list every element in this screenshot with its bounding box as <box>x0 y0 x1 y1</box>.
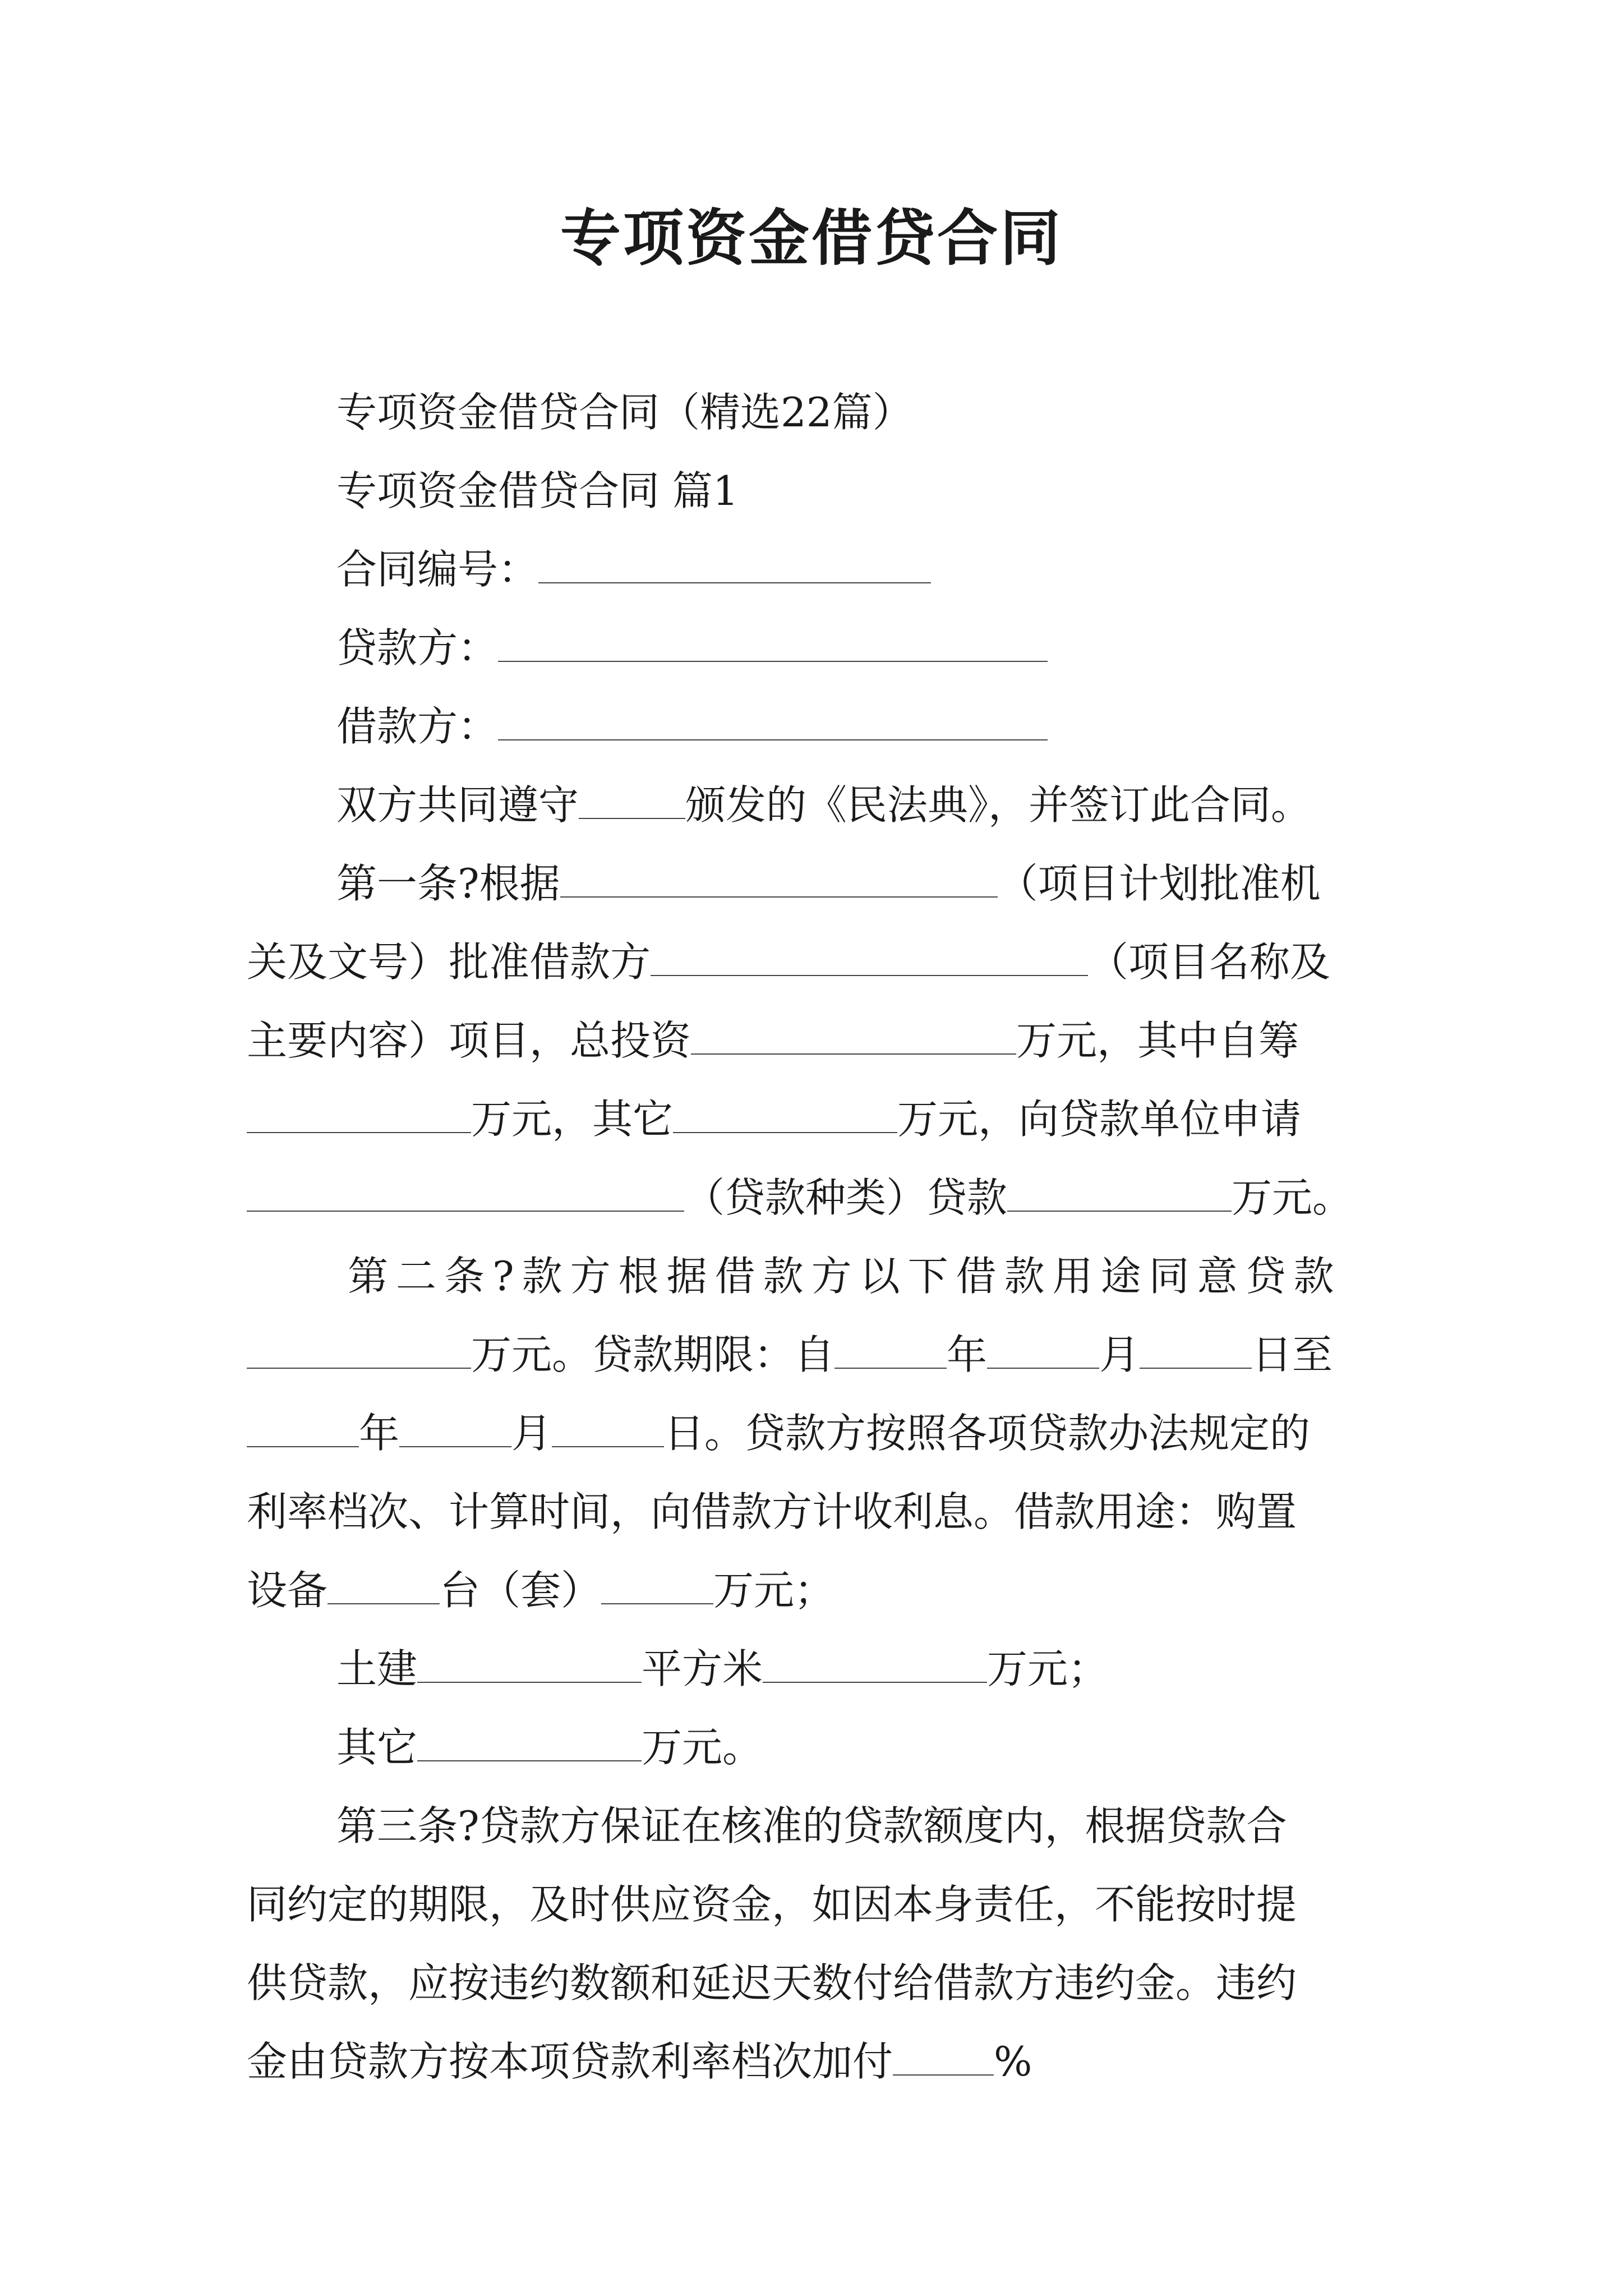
text-line <box>336 853 1321 914</box>
line-text: 设备 <box>247 1567 328 1614</box>
line-text: 借款方： <box>336 703 499 750</box>
fill-in-blank[interactable] <box>538 549 931 583</box>
text-line <box>336 696 1048 757</box>
line-text: 金由贷款方按本项贷款利率档次加付 <box>247 2038 893 2085</box>
text-line <box>247 1559 834 1621</box>
line-text: 合同编号： <box>336 546 539 593</box>
line-text: 第三条?贷款方保证在核准的贷款额度内，根据贷款合 <box>336 1802 1287 1849</box>
fill-in-blank[interactable] <box>763 1648 987 1683</box>
line-text: 月 <box>1099 1331 1140 1378</box>
fill-in-blank[interactable] <box>1007 1177 1232 1212</box>
line-text: （项目计划批准机 <box>997 860 1321 907</box>
line-text: 利率档次、计算时间，向借款方计收利息。借款用途：购置 <box>247 1488 1297 1535</box>
line-text: 第二条?款方根据借款方以下借款用途同意贷款 <box>348 1253 1342 1300</box>
text-line <box>336 460 739 522</box>
line-text: % <box>994 2038 1032 2085</box>
text-line <box>336 381 913 443</box>
fill-in-blank[interactable] <box>691 1020 1016 1055</box>
fill-in-blank[interactable] <box>498 627 1048 662</box>
line-text: 主要内容）项目，总投资 <box>247 1017 691 1064</box>
line-text: 颁发的《民法典》，并签订此合同。 <box>685 781 1312 829</box>
fill-in-blank[interactable] <box>399 1412 511 1447</box>
line-text: 万元。贷款期限：自 <box>471 1331 835 1378</box>
fill-in-blank[interactable] <box>1140 1334 1252 1369</box>
fill-in-blank[interactable] <box>893 2041 994 2076</box>
line-text: 日。贷款方按照各项贷款办法规定的 <box>664 1410 1311 1457</box>
fill-in-blank[interactable] <box>247 1177 684 1212</box>
line-text: 万元，向贷款单位申请 <box>897 1096 1302 1143</box>
line-text: 日至 <box>1252 1331 1333 1378</box>
text-line <box>336 774 1311 836</box>
text-line <box>336 1795 1287 1857</box>
text-line <box>247 2031 1032 2092</box>
fill-in-blank[interactable] <box>579 784 685 819</box>
line-text: 平方米 <box>642 1645 763 1692</box>
line-text: 台（套） <box>440 1567 602 1614</box>
fill-in-blank[interactable] <box>987 1334 1099 1369</box>
fill-in-blank[interactable] <box>417 1648 642 1683</box>
line-text: 关及文号）批准借款方 <box>247 938 651 986</box>
text-line <box>247 1481 1297 1543</box>
line-text: 贷款方： <box>336 624 499 671</box>
fill-in-blank[interactable] <box>498 706 1048 740</box>
fill-in-blank[interactable] <box>601 1570 713 1604</box>
line-text: 专项资金借贷合同（精选22篇） <box>336 389 913 436</box>
fill-in-blank[interactable] <box>417 1727 642 1761</box>
line-text: 万元。 <box>642 1724 763 1771</box>
line-text: 第一条?根据 <box>336 860 560 907</box>
text-line <box>247 1088 1301 1150</box>
text-line <box>336 1638 1108 1700</box>
line-text: 专项资金借贷合同 篇1 <box>336 467 739 514</box>
fill-in-blank[interactable] <box>247 1412 359 1447</box>
text-line <box>348 1245 1380 1307</box>
line-text: （贷款种类）贷款 <box>684 1174 1008 1221</box>
document-title: 专项资金借贷合同 <box>560 203 1063 274</box>
line-text: 月 <box>511 1410 552 1457</box>
text-line <box>336 1717 763 1778</box>
line-text: 供贷款，应按违约数额和延迟天数付给借款方违约金。违约 <box>247 1959 1297 2007</box>
line-text: 万元，其它 <box>471 1096 674 1143</box>
line-text: 年 <box>947 1331 988 1378</box>
line-text: 同约定的期限，及时供应资金，如因本身责任，不能按时提 <box>247 1881 1297 1928</box>
text-line <box>247 931 1330 993</box>
line-text: （项目名称及 <box>1088 938 1331 986</box>
line-text: 其它 <box>336 1724 418 1771</box>
line-text: 土建 <box>336 1645 418 1692</box>
line-text: 双方共同遵守 <box>336 781 579 829</box>
text-line <box>247 1167 1353 1228</box>
fill-in-blank[interactable] <box>247 1334 471 1369</box>
line-text: 万元，其中自筹 <box>1016 1017 1299 1064</box>
fill-in-blank[interactable] <box>673 1098 897 1133</box>
line-text: 年 <box>359 1410 400 1457</box>
line-text: 万元； <box>987 1645 1109 1692</box>
line-text: 万元； <box>713 1567 835 1614</box>
text-line <box>247 1874 1297 1935</box>
fill-in-blank[interactable] <box>247 1098 471 1133</box>
text-line <box>247 1402 1310 1464</box>
text-line <box>247 1324 1332 1386</box>
fill-in-blank[interactable] <box>560 863 998 898</box>
text-line <box>247 1952 1297 2014</box>
text-line <box>336 539 931 600</box>
fill-in-blank[interactable] <box>552 1412 664 1447</box>
text-line <box>336 617 1048 679</box>
fill-in-blank[interactable] <box>651 941 1088 976</box>
line-text: 万元。 <box>1232 1174 1353 1221</box>
text-line <box>247 1010 1299 1071</box>
fill-in-blank[interactable] <box>834 1334 947 1369</box>
fill-in-blank[interactable] <box>328 1570 440 1604</box>
